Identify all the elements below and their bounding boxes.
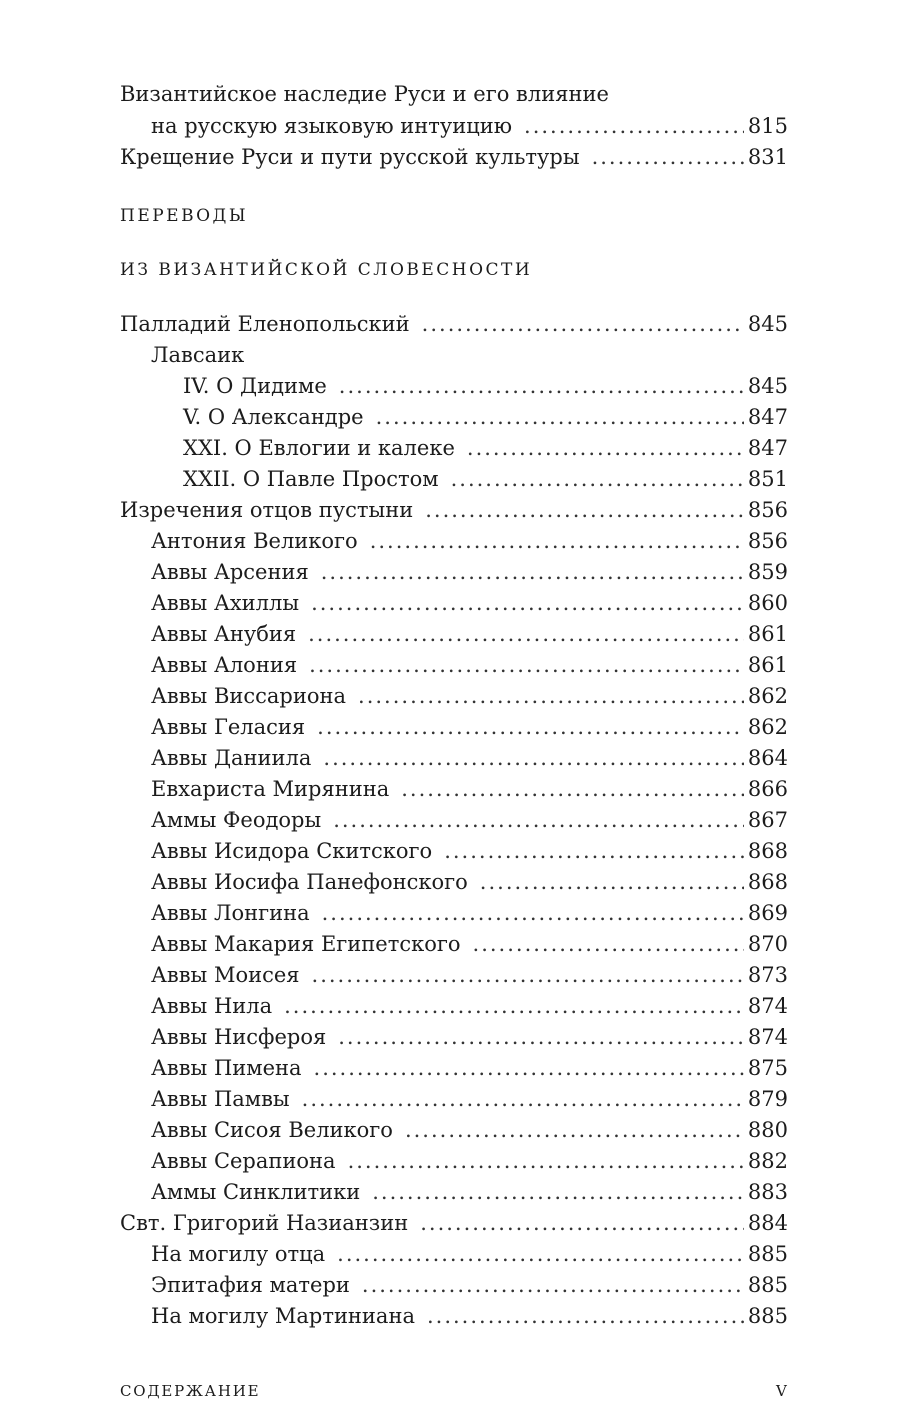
toc-entry-title: Крещение Руси и пути русской культуры — [120, 145, 580, 169]
dot-leader — [473, 929, 744, 959]
toc-entry — [183, 433, 788, 463]
toc-entry-title: Аммы Феодоры — [151, 808, 322, 832]
toc-entry-title: Аввы Исидора Скитского — [151, 839, 433, 863]
toc-entry — [151, 774, 788, 804]
toc-entry-page: 831 — [747, 145, 788, 169]
dot-leader — [422, 309, 744, 339]
toc-entry-page: 864 — [747, 746, 788, 770]
toc-entry — [120, 1208, 788, 1238]
toc-entry-title: На могилу Мартиниана — [151, 1304, 415, 1328]
toc-entry-page: 815 — [747, 114, 788, 138]
dot-leader — [333, 805, 744, 835]
dot-leader — [302, 1084, 744, 1114]
dot-leader — [358, 681, 744, 711]
toc-entry-title: Аввы Виссариона — [151, 684, 347, 708]
toc-entry-page: 885 — [747, 1242, 788, 1266]
toc-entry-title: Аввы Серапиона — [151, 1149, 336, 1173]
toc-entry-title: XXI. О Евлогии и калеке — [183, 436, 455, 460]
dot-leader — [444, 836, 744, 866]
dot-leader — [311, 588, 744, 618]
toc-entry-page: 884 — [747, 1211, 788, 1235]
dot-leader — [376, 402, 744, 432]
toc-entry-page: 845 — [747, 374, 788, 398]
toc-entry-page: 847 — [747, 436, 788, 460]
dot-leader — [451, 464, 744, 494]
toc-entry — [183, 464, 788, 494]
toc-entry-page: 880 — [747, 1118, 788, 1142]
toc-entry — [151, 1146, 788, 1176]
toc-entry — [151, 743, 788, 773]
dot-leader — [308, 619, 744, 649]
dot-leader — [401, 774, 744, 804]
dot-leader — [592, 142, 744, 172]
toc-entry-title: Изречения отцов пустыни — [120, 498, 414, 522]
toc-entry-title: Аввы Сисоя Великого — [151, 1118, 393, 1142]
toc-entry — [183, 371, 788, 401]
toc-entry — [151, 929, 788, 959]
toc-entry — [151, 1053, 788, 1083]
toc-entry-page: 868 — [747, 870, 788, 894]
toc-entry-title: Византийское наследие Руси и его влияние — [120, 82, 609, 106]
toc-entry — [151, 991, 788, 1021]
toc-entry — [120, 495, 788, 525]
toc-entry-page: 845 — [747, 312, 788, 336]
toc-entry-page: 851 — [747, 467, 788, 491]
toc-entry — [151, 557, 788, 587]
toc-entry-page: 874 — [747, 1025, 788, 1049]
toc-entry-title: Аввы Арсения — [151, 560, 309, 584]
toc-entry-page: 866 — [747, 777, 788, 801]
toc-entry-title: Свт. Григорий Назианзин — [120, 1211, 409, 1235]
dot-leader — [405, 1115, 744, 1145]
toc-entry — [120, 309, 788, 339]
toc-entry — [151, 526, 788, 556]
dot-leader — [480, 867, 744, 897]
toc-entry — [151, 681, 788, 711]
toc-entry-title: IV. О Дидиме — [183, 374, 327, 398]
dot-leader — [524, 111, 744, 141]
toc-entry-page: 862 — [747, 684, 788, 708]
toc-entry-page: 882 — [747, 1149, 788, 1173]
toc-entry-title: Аввы Иосифа Панефонского — [151, 870, 468, 894]
toc-entry-page: 861 — [747, 622, 788, 646]
toc-entry-page: 847 — [747, 405, 788, 429]
toc-entry-baptism-of-rus — [120, 142, 788, 172]
dot-leader — [427, 1301, 744, 1331]
toc-entry-title: Аввы Лонгина — [151, 901, 310, 925]
toc-entry — [183, 402, 788, 432]
toc-entry-title: Аввы Алония — [151, 653, 298, 677]
toc-entry-byzantine-heritage — [120, 79, 788, 109]
toc-entry-page: 885 — [747, 1273, 788, 1297]
dot-leader — [425, 495, 744, 525]
section-heading: ПЕРЕВОДЫ — [120, 206, 249, 226]
toc-entry-title: Эпитафия матери — [151, 1273, 350, 1297]
toc-entry-byzantine-heritage-cont — [151, 111, 788, 141]
toc-entry-title: Лавсаик — [151, 343, 245, 367]
toc-entry-title: V. О Александре — [183, 405, 364, 429]
toc-entry — [151, 1115, 788, 1145]
toc-entry-page: 875 — [747, 1056, 788, 1080]
toc-entry-page: 861 — [747, 653, 788, 677]
dot-leader — [321, 557, 744, 587]
dot-leader — [322, 898, 744, 928]
toc-entry — [151, 898, 788, 928]
toc-entry — [151, 1239, 788, 1269]
toc-entry-title: На могилу отца — [151, 1242, 326, 1266]
toc-entry-page: 883 — [747, 1180, 788, 1204]
toc-entry — [151, 712, 788, 742]
subsection-heading: ИЗ ВИЗАНТИЙСКОЙ СЛОВЕСНОСТИ — [120, 260, 533, 280]
toc-entry — [151, 1177, 788, 1207]
toc-entry-page: 868 — [747, 839, 788, 863]
toc-entry-page: 870 — [747, 932, 788, 956]
toc-entry — [151, 1022, 788, 1052]
toc-entry — [151, 588, 788, 618]
toc-entry — [151, 340, 788, 370]
toc-entry-title: Аввы Геласия — [151, 715, 306, 739]
toc-entry-page: 860 — [747, 591, 788, 615]
toc-entry — [151, 1270, 788, 1300]
toc-entry-title: Аввы Даниила — [151, 746, 312, 770]
toc-entry-title: Аввы Макария Египетского — [151, 932, 461, 956]
toc-entry — [151, 1084, 788, 1114]
dot-leader — [420, 1208, 744, 1238]
dot-leader — [284, 991, 744, 1021]
dot-leader — [370, 526, 744, 556]
toc-entry-title: Аввы Пимена — [151, 1056, 302, 1080]
dot-leader — [348, 1146, 744, 1176]
toc-entry-page: 867 — [747, 808, 788, 832]
toc-entry-title: Аввы Анубия — [151, 622, 297, 646]
running-head: СОДЕРЖАНИЕ — [120, 1382, 261, 1400]
toc-entry-page: 874 — [747, 994, 788, 1018]
toc-entry — [151, 960, 788, 990]
toc-entry-title: Евхариста Мирянина — [151, 777, 390, 801]
toc-entry-page: 885 — [747, 1304, 788, 1328]
dot-leader — [317, 712, 744, 742]
dot-leader — [467, 433, 744, 463]
toc-entry — [151, 836, 788, 866]
dot-leader — [309, 650, 744, 680]
dot-leader — [337, 1239, 744, 1269]
toc-entry-title: на русскую языковую интуицию — [151, 114, 513, 138]
toc-entry-title: Аввы Нила — [151, 994, 273, 1018]
toc-entry-page: 856 — [747, 498, 788, 522]
toc-entry — [151, 650, 788, 680]
dot-leader — [339, 371, 744, 401]
toc-entry-title: Аввы Моисея — [151, 963, 300, 987]
toc-entry-page: 873 — [747, 963, 788, 987]
dot-leader — [362, 1270, 744, 1300]
toc-entry-title: Палладий Еленопольский — [120, 312, 410, 336]
toc-entry-page: 862 — [747, 715, 788, 739]
toc-entry-page: 869 — [747, 901, 788, 925]
toc-entry-title: Аввы Ахиллы — [151, 591, 300, 615]
toc-entry — [151, 805, 788, 835]
dot-leader — [372, 1177, 744, 1207]
toc-entry-title: Антония Великого — [151, 529, 358, 553]
toc-entry — [151, 1301, 788, 1331]
toc-entry-title: Аммы Синклитики — [151, 1180, 361, 1204]
toc-entry — [151, 619, 788, 649]
dot-leader — [323, 743, 744, 773]
toc-entry-page: 859 — [747, 560, 788, 584]
toc-entry-title: Аввы Памвы — [151, 1087, 290, 1111]
toc-entry-title: XXII. О Павле Простом — [183, 467, 439, 491]
dot-leader — [338, 1022, 744, 1052]
toc-entry-title: Аввы Нисфероя — [151, 1025, 327, 1049]
folio-page-number: V — [776, 1382, 789, 1400]
toc-entry-page: 856 — [747, 529, 788, 553]
dot-leader — [314, 1053, 744, 1083]
toc-entry-page: 879 — [747, 1087, 788, 1111]
toc-entry — [151, 867, 788, 897]
dot-leader — [312, 960, 744, 990]
